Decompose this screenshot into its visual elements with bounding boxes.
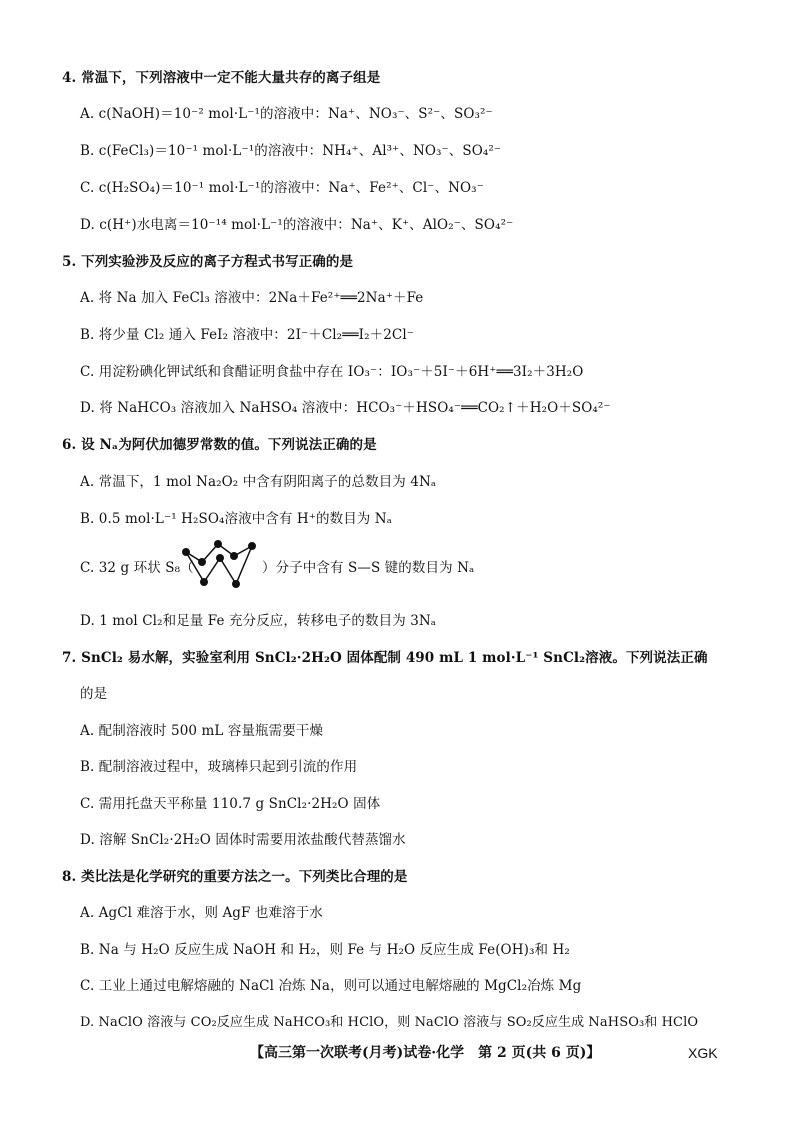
question-7-option-d: D. 溶解 SnCl₂·2H₂O 固体时需要用浓盐酸代替蒸馏水 — [80, 832, 406, 848]
footer-title: 【高三第一次联考(月考)试卷·化学 第 2 页(共 6 页)】 — [250, 1045, 601, 1061]
question-4-option-d: D. c(H⁺)水电离＝10⁻¹⁴ mol·L⁻¹的溶液中：Na⁺、K⁺、AlO₂⁻、SO₄²⁻ — [80, 217, 514, 233]
question-5-option-c: C. 用淀粉碘化钾试纸和食醋证明食盐中存在 IO₃⁻：IO₃⁻＋5I⁻＋6H⁺══3I₂＋3H₂O — [80, 364, 584, 380]
question-7-stem-line-1: 7. SnCl₂ 易水解，实验室利用 SnCl₂·2H₂O 固体配制 490 mL 1 mol·L⁻¹ SnCl₂溶液。下列说法正确 — [62, 650, 708, 666]
question-7-option-b: B. 配制溶液过程中，玻璃棒只起到引流的作用 — [80, 759, 358, 775]
question-6-option-c-suffix: ）分子中含有 S—S 键的数目为 Nₐ — [262, 560, 475, 576]
question-4-option-b: B. c(FeCl₃)＝10⁻¹ mol·L⁻¹的溶液中：NH₄⁺、Al³⁺、NO₃⁻、SO₄²⁻ — [80, 143, 502, 159]
question-8-option-c: C. 工业上通过电解熔融的 NaCl 冶炼 Na，则可以通过电解熔融的 MgCl₂冶炼 Mg — [80, 978, 582, 994]
question-5-option-b: B. 将少量 Cl₂ 通入 FeI₂ 溶液中：2I⁻＋Cl₂══I₂＋2Cl⁻ — [80, 327, 414, 343]
question-4-stem: 4. 常温下，下列溶液中一定不能大量共存的离子组是 — [62, 70, 381, 86]
question-5-option-a: A. 将 Na 加入 FeCl₃ 溶液中：2Na＋Fe²⁺══2Na⁺＋Fe — [80, 290, 424, 306]
question-4-option-a: A. c(NaOH)＝10⁻² mol·L⁻¹的溶液中：Na⁺、NO₃⁻、S²⁻、SO₃²⁻ — [80, 106, 493, 122]
question-6-option-c-prefix: C. 32 g 环状 S₈（ — [80, 560, 194, 576]
question-7-stem-line-2: 的是 — [80, 686, 108, 702]
s8-ring-structure-image — [180, 540, 260, 592]
question-5-stem: 5. 下列实验涉及反应的离子方程式书写正确的是 — [62, 254, 354, 270]
question-7-option-a: A. 配制溶液时 500 mL 容量瓶需要干燥 — [80, 723, 324, 739]
question-8-option-d: D. NaClO 溶液与 CO₂反应生成 NaHCO₃和 HClO，则 NaClO 溶液与 SO₂反应生成 NaHSO₃和 HClO — [80, 1015, 699, 1030]
question-7-option-c: C. 需用托盘天平称量 110.7 g SnCl₂·2H₂O 固体 — [80, 796, 381, 812]
question-8-option-b: B. Na 与 H₂O 反应生成 NaOH 和 H₂，则 Fe 与 H₂O 反应生成 Fe(OH)₃和 H₂ — [80, 942, 570, 958]
question-6-option-d: D. 1 mol Cl₂和足量 Fe 充分反应，转移电子的数目为 3Nₐ — [80, 613, 437, 629]
question-4-option-c: C. c(H₂SO₄)＝10⁻¹ mol·L⁻¹的溶液中：Na⁺、Fe²⁺、Cl⁻、NO₃⁻ — [80, 180, 484, 196]
question-8-option-a: A. AgCl 难溶于水，则 AgF 也难溶于水 — [80, 905, 323, 921]
question-5-option-d: D. 将 NaHCO₃ 溶液加入 NaHSO₄ 溶液中：HCO₃⁻＋HSO₄⁻══CO₂↑＋H₂O＋SO₄²⁻ — [80, 400, 611, 416]
question-8-stem: 8. 类比法是化学研究的重要方法之一。下列类比合理的是 — [62, 869, 408, 885]
question-6-option-a: A. 常温下，1 mol Na₂O₂ 中含有阴阳离子的总数目为 4Nₐ — [80, 474, 437, 490]
question-6-option-b: B. 0.5 mol·L⁻¹ H₂SO₄溶液中含有 H⁺的数目为 Nₐ — [80, 511, 393, 527]
question-6-stem: 6. 设 Nₐ为阿伏加德罗常数的值。下列说法正确的是 — [62, 437, 377, 453]
footer-code: XGK — [688, 1045, 718, 1061]
